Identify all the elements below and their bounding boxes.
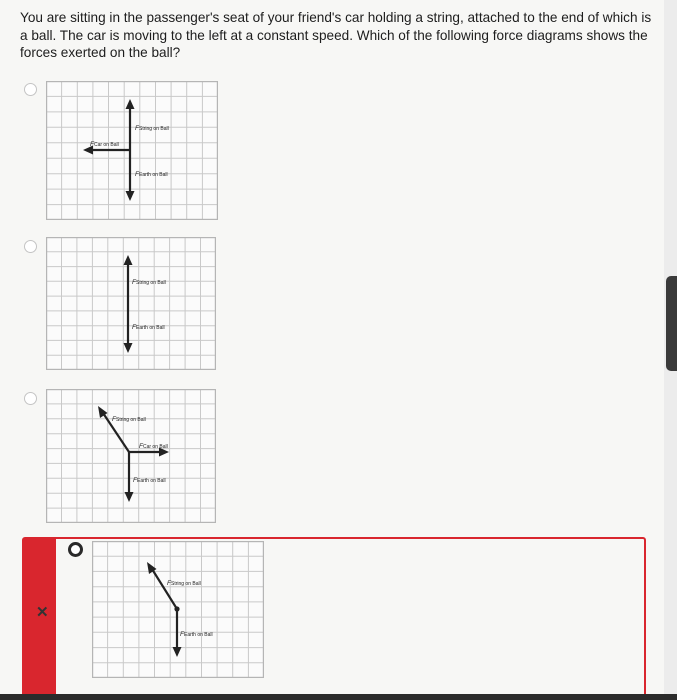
option-c-car-label: FCar on Ball — [139, 443, 168, 450]
option-c-earth-label: FEarth on Ball — [133, 477, 166, 484]
option-a-radio[interactable] — [24, 83, 37, 96]
option-a-car-label: FCar on Ball — [90, 141, 119, 148]
option-b-radio[interactable] — [24, 240, 37, 253]
scrollbar-thumb[interactable] — [666, 276, 677, 371]
bottom-edge-strip — [0, 694, 677, 700]
option-d-radio[interactable] — [68, 542, 83, 557]
option-a-string-label: FString on Ball — [135, 125, 169, 132]
question-text: You are sitting in the passenger's seat of your friend's car holding a string, attached to the end of which is a ball. The car is moving to the left at a constant speed. Which of the following force diagrams shows the forces exerted on the ball? — [20, 10, 652, 60]
option-b-string-label: FString on Ball — [132, 279, 166, 286]
option-c-string-label: FString on Ball — [112, 416, 146, 423]
option-d-earth-label: FEarth on Ball — [180, 631, 213, 638]
option-b-earth-label: FEarth on Ball — [132, 324, 165, 331]
option-d-diagram[interactable] — [92, 541, 264, 678]
option-b-diagram[interactable] — [46, 237, 216, 370]
option-d-string-label: FString on Ball — [167, 580, 201, 587]
option-a-diagram[interactable] — [46, 81, 218, 220]
option-c-radio[interactable] — [24, 392, 37, 405]
option-c-diagram[interactable] — [46, 389, 216, 523]
incorrect-x-icon: ✕ — [36, 604, 49, 621]
option-a-earth-label: FEarth on Ball — [135, 171, 168, 178]
